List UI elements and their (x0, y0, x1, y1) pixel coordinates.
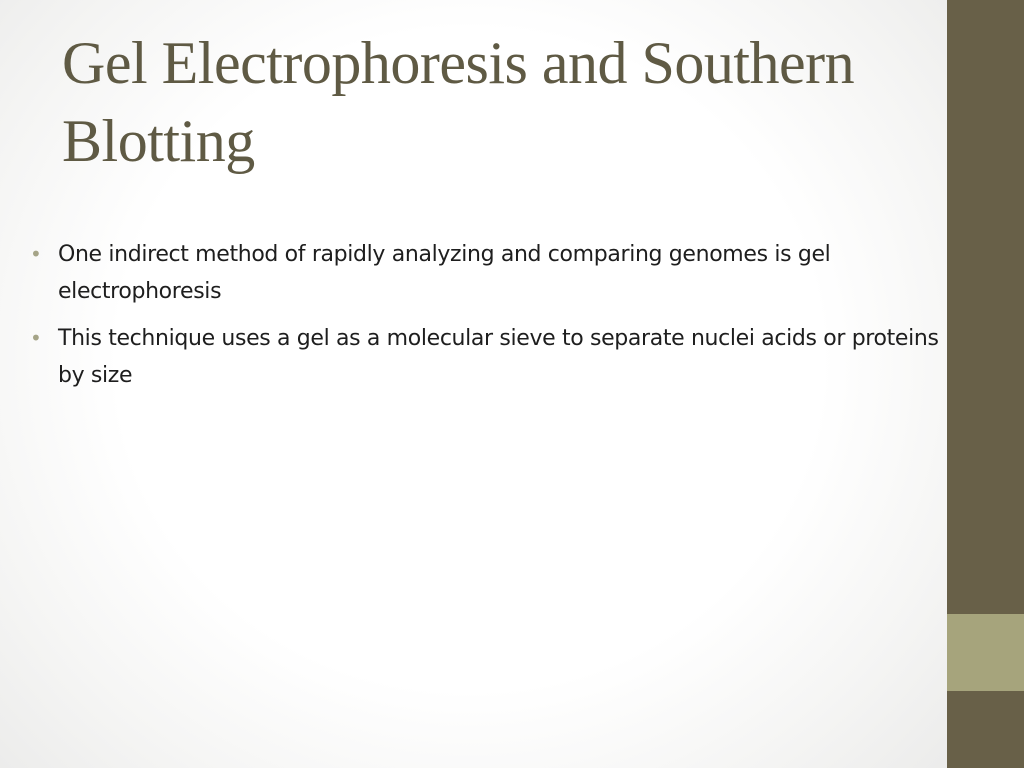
bullet-list (30, 236, 945, 404)
bullet-text: This technique uses a gel as a molecular sieve to separate nuclei acids or proteins by size (58, 326, 939, 388)
bullet-marker: • (30, 242, 42, 266)
bullet-item (30, 320, 945, 394)
bullet-item (30, 236, 945, 310)
bullet-marker: • (30, 326, 42, 350)
slide-title: Gel Electrophoresis and Southern Blotting (62, 30, 855, 174)
side-accent-block (947, 614, 1024, 691)
bullet-text: One indirect method of rapidly analyzing and comparing genomes is gel electrophoresis (58, 242, 831, 304)
